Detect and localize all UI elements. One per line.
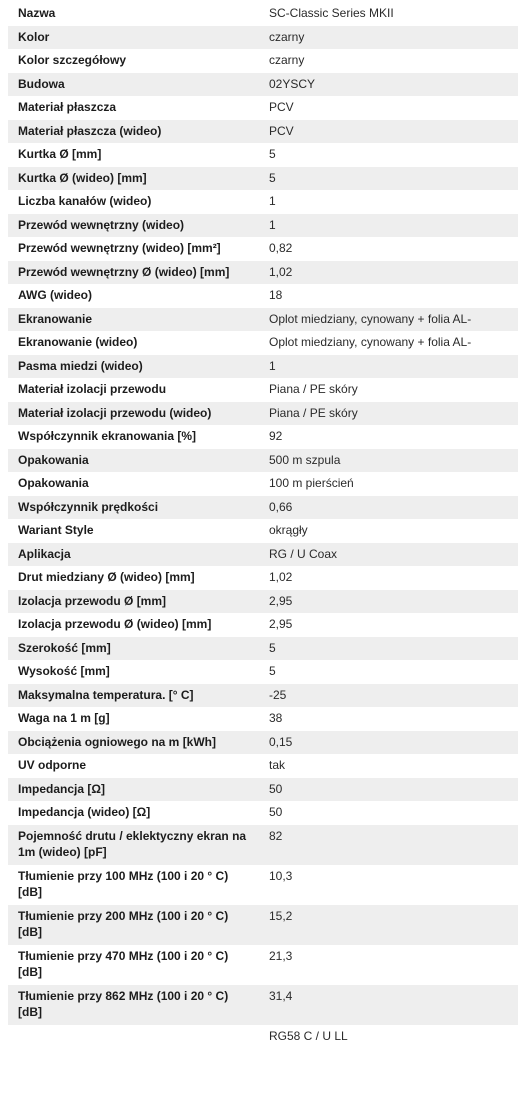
spec-label: Obciążenia ogniowego na m [kWh] bbox=[8, 731, 259, 755]
spec-value: 31,4 bbox=[259, 985, 518, 1025]
spec-row bbox=[8, 167, 518, 191]
spec-value: 2,95 bbox=[259, 590, 518, 614]
spec-value: 92 bbox=[259, 425, 518, 449]
spec-value: 5 bbox=[259, 660, 518, 684]
spec-value: 21,3 bbox=[259, 945, 518, 985]
spec-label: Współczynnik ekranowania [%] bbox=[8, 425, 259, 449]
spec-value: 5 bbox=[259, 637, 518, 661]
spec-row bbox=[8, 449, 518, 473]
spec-value: 38 bbox=[259, 707, 518, 731]
spec-value: 50 bbox=[259, 778, 518, 802]
spec-label: Opakowania bbox=[8, 449, 259, 473]
spec-value: Piana / PE skóry bbox=[259, 378, 518, 402]
spec-label: Impedancja [Ω] bbox=[8, 778, 259, 802]
spec-row bbox=[8, 543, 518, 567]
spec-row bbox=[8, 49, 518, 73]
spec-label: Materiał płaszcza bbox=[8, 96, 259, 120]
spec-value: 0,15 bbox=[259, 731, 518, 755]
spec-value: okrągły bbox=[259, 519, 518, 543]
spec-row bbox=[8, 825, 518, 865]
spec-value: czarny bbox=[259, 26, 518, 50]
spec-label: Ekranowanie (wideo) bbox=[8, 331, 259, 355]
spec-label: Kolor szczegółowy bbox=[8, 49, 259, 73]
spec-row bbox=[8, 472, 518, 496]
spec-label: Izolacja przewodu Ø [mm] bbox=[8, 590, 259, 614]
spec-row bbox=[8, 96, 518, 120]
spec-row bbox=[8, 308, 518, 332]
spec-row bbox=[8, 378, 518, 402]
spec-value: 50 bbox=[259, 801, 518, 825]
spec-value: 100 m pierścień bbox=[259, 472, 518, 496]
spec-value: 18 bbox=[259, 284, 518, 308]
spec-value: 5 bbox=[259, 167, 518, 191]
spec-label: Waga na 1 m [g] bbox=[8, 707, 259, 731]
spec-value: 1 bbox=[259, 214, 518, 238]
spec-value: 1,02 bbox=[259, 261, 518, 285]
spec-label: Przewód wewnętrzny Ø (wideo) [mm] bbox=[8, 261, 259, 285]
spec-value: 15,2 bbox=[259, 905, 518, 945]
spec-label bbox=[8, 1025, 259, 1049]
spec-row bbox=[8, 684, 518, 708]
spec-label: Pasma miedzi (wideo) bbox=[8, 355, 259, 379]
spec-label: Przewód wewnętrzny (wideo) [mm²] bbox=[8, 237, 259, 261]
spec-label: Nazwa bbox=[8, 2, 259, 26]
spec-value: SC-Classic Series MKII bbox=[259, 2, 518, 26]
spec-label: Współczynnik prędkości bbox=[8, 496, 259, 520]
spec-row bbox=[8, 801, 518, 825]
spec-row bbox=[8, 637, 518, 661]
spec-row bbox=[8, 284, 518, 308]
spec-value: PCV bbox=[259, 120, 518, 144]
spec-value: PCV bbox=[259, 96, 518, 120]
spec-label: Izolacja przewodu Ø (wideo) [mm] bbox=[8, 613, 259, 637]
spec-label: Ekranowanie bbox=[8, 308, 259, 332]
spec-label: Opakowania bbox=[8, 472, 259, 496]
spec-row bbox=[8, 214, 518, 238]
spec-row bbox=[8, 566, 518, 590]
spec-value: Piana / PE skóry bbox=[259, 402, 518, 426]
spec-label: Maksymalna temperatura. [° C] bbox=[8, 684, 259, 708]
spec-row bbox=[8, 613, 518, 637]
spec-row bbox=[8, 331, 518, 355]
spec-label: Drut miedziany Ø (wideo) [mm] bbox=[8, 566, 259, 590]
spec-row bbox=[8, 237, 518, 261]
spec-label: Kolor bbox=[8, 26, 259, 50]
spec-value: RG58 C / U LL bbox=[259, 1025, 518, 1049]
spec-row bbox=[8, 519, 518, 543]
spec-value: 10,3 bbox=[259, 865, 518, 905]
spec-label: Materiał izolacji przewodu (wideo) bbox=[8, 402, 259, 426]
spec-label: Budowa bbox=[8, 73, 259, 97]
spec-row bbox=[8, 496, 518, 520]
spec-row bbox=[8, 905, 518, 945]
spec-value: Oplot miedziany, cynowany + folia AL- bbox=[259, 308, 518, 332]
spec-row bbox=[8, 865, 518, 905]
spec-value: 1 bbox=[259, 355, 518, 379]
spec-label: Przewód wewnętrzny (wideo) bbox=[8, 214, 259, 238]
spec-value: RG / U Coax bbox=[259, 543, 518, 567]
spec-label: UV odporne bbox=[8, 754, 259, 778]
spec-value: 82 bbox=[259, 825, 518, 865]
spec-value: 500 m szpula bbox=[259, 449, 518, 473]
spec-row bbox=[8, 261, 518, 285]
spec-row bbox=[8, 985, 518, 1025]
spec-value: 1 bbox=[259, 190, 518, 214]
spec-label: Aplikacja bbox=[8, 543, 259, 567]
spec-label: Pojemność drutu / eklektyczny ekran na 1m (wideo) [pF] bbox=[8, 825, 259, 865]
spec-row bbox=[8, 660, 518, 684]
spec-value: -25 bbox=[259, 684, 518, 708]
spec-value: 2,95 bbox=[259, 613, 518, 637]
spec-value: 0,66 bbox=[259, 496, 518, 520]
spec-row bbox=[8, 190, 518, 214]
spec-label: AWG (wideo) bbox=[8, 284, 259, 308]
spec-row bbox=[8, 778, 518, 802]
spec-row bbox=[8, 707, 518, 731]
spec-value: 02YSCY bbox=[259, 73, 518, 97]
spec-row bbox=[8, 120, 518, 144]
spec-value: 0,82 bbox=[259, 237, 518, 261]
spec-value: Oplot miedziany, cynowany + folia AL- bbox=[259, 331, 518, 355]
specification-table-body bbox=[8, 2, 518, 1048]
spec-label: Szerokość [mm] bbox=[8, 637, 259, 661]
spec-label: Impedancja (wideo) [Ω] bbox=[8, 801, 259, 825]
spec-row bbox=[8, 26, 518, 50]
spec-label: Materiał płaszcza (wideo) bbox=[8, 120, 259, 144]
spec-label: Tłumienie przy 100 MHz (100 i 20 ° C) [dB] bbox=[8, 865, 259, 905]
specification-table bbox=[8, 2, 518, 1048]
spec-row bbox=[8, 731, 518, 755]
spec-row bbox=[8, 402, 518, 426]
spec-label: Tłumienie przy 470 MHz (100 i 20 ° C) [dB] bbox=[8, 945, 259, 985]
spec-row bbox=[8, 425, 518, 449]
spec-value: czarny bbox=[259, 49, 518, 73]
spec-row bbox=[8, 73, 518, 97]
spec-label: Liczba kanałów (wideo) bbox=[8, 190, 259, 214]
spec-label: Tłumienie przy 862 MHz (100 i 20 ° C) [dB] bbox=[8, 985, 259, 1025]
spec-label: Tłumienie przy 200 MHz (100 i 20 ° C) [dB] bbox=[8, 905, 259, 945]
spec-label: Kurtka Ø [mm] bbox=[8, 143, 259, 167]
spec-row bbox=[8, 143, 518, 167]
spec-label: Materiał izolacji przewodu bbox=[8, 378, 259, 402]
spec-label: Wariant Style bbox=[8, 519, 259, 543]
spec-row bbox=[8, 945, 518, 985]
spec-row bbox=[8, 2, 518, 26]
spec-row bbox=[8, 1025, 518, 1049]
spec-row bbox=[8, 355, 518, 379]
spec-value: 1,02 bbox=[259, 566, 518, 590]
spec-label: Wysokość [mm] bbox=[8, 660, 259, 684]
spec-value: tak bbox=[259, 754, 518, 778]
spec-label: Kurtka Ø (wideo) [mm] bbox=[8, 167, 259, 191]
spec-value: 5 bbox=[259, 143, 518, 167]
spec-row bbox=[8, 754, 518, 778]
spec-row bbox=[8, 590, 518, 614]
